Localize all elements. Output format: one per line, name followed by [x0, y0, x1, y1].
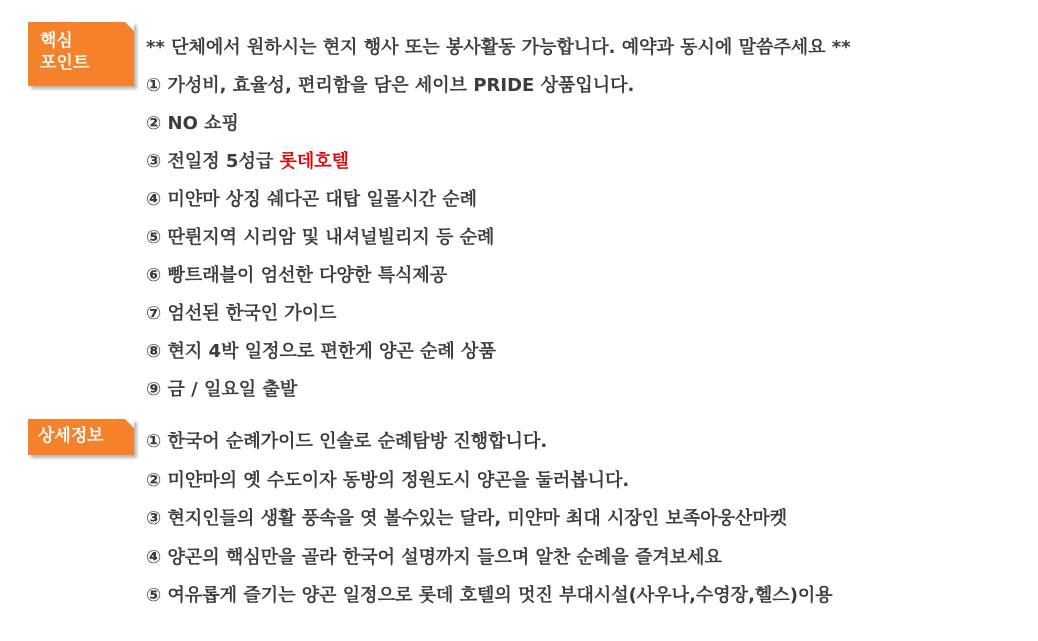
badge-label-line1: 핵심	[40, 31, 73, 51]
group-request-notice: ** 단체에서 원하시는 현지 행사 또는 봉사활동 가능합니다. 예약과 동시에 말씀주세요 **	[146, 37, 851, 58]
core-point-item: ⑨ 금 / 일요일 출발	[146, 379, 298, 400]
core-points-badge	[28, 22, 134, 86]
core-point-item	[146, 143, 851, 181]
badge-label: 상세정보	[38, 426, 104, 446]
core-point-item: ⑦ 엄선된 한국인 가이드	[146, 303, 337, 324]
details-list	[146, 423, 833, 616]
core-point-item: ④ 미얀마 상징 쉐다곤 대탑 일몰시간 순례	[146, 189, 478, 210]
detail-item: ① 한국어 순례가이드 인솔로 순례탐방 진행합니다.	[146, 431, 548, 452]
core-point-item: ② NO 쇼핑	[146, 113, 239, 134]
core-point-item: ① 가성비, 효율성, 편리함을 담은 세이브 PRIDE 상품입니다.	[146, 75, 635, 96]
core-point-item: ⑤ 딴륀지역 시리암 및 내셔널빌리지 등 순례	[146, 227, 495, 248]
details-badge	[28, 419, 134, 455]
detail-item: ③ 현지인들의 생활 풍속을 엿 볼수있는 달라, 미얀마 최대 시장인 보족아웅산마켓	[146, 508, 788, 529]
core-point-item: ⑧ 현지 4박 일정으로 편한게 양곤 순례 상품	[146, 341, 496, 362]
detail-item: ⑤ 여유롭게 즐기는 양곤 일정으로 롯데 호텔의 멋진 부대시설(사우나,수영장,헬스)이용	[146, 585, 833, 606]
badge-label-line2: 포인트	[40, 53, 90, 73]
detail-item: ② 미얀마의 옛 수도이자 동방의 정원도시 양곤을 둘러봅니다.	[146, 469, 630, 491]
core-point-text: ③ 전일정 5성급	[146, 151, 280, 172]
core-points-list	[146, 29, 851, 409]
detail-item: ④ 양곤의 핵심만을 골라 한국어 설명까지 들으며 알찬 순례을 즐겨보세요	[146, 546, 722, 568]
core-point-item: ⑥ 빵트래블이 엄선한 다양한 특식제공	[146, 265, 448, 286]
hotel-highlight: 롯데호텔	[279, 151, 350, 172]
